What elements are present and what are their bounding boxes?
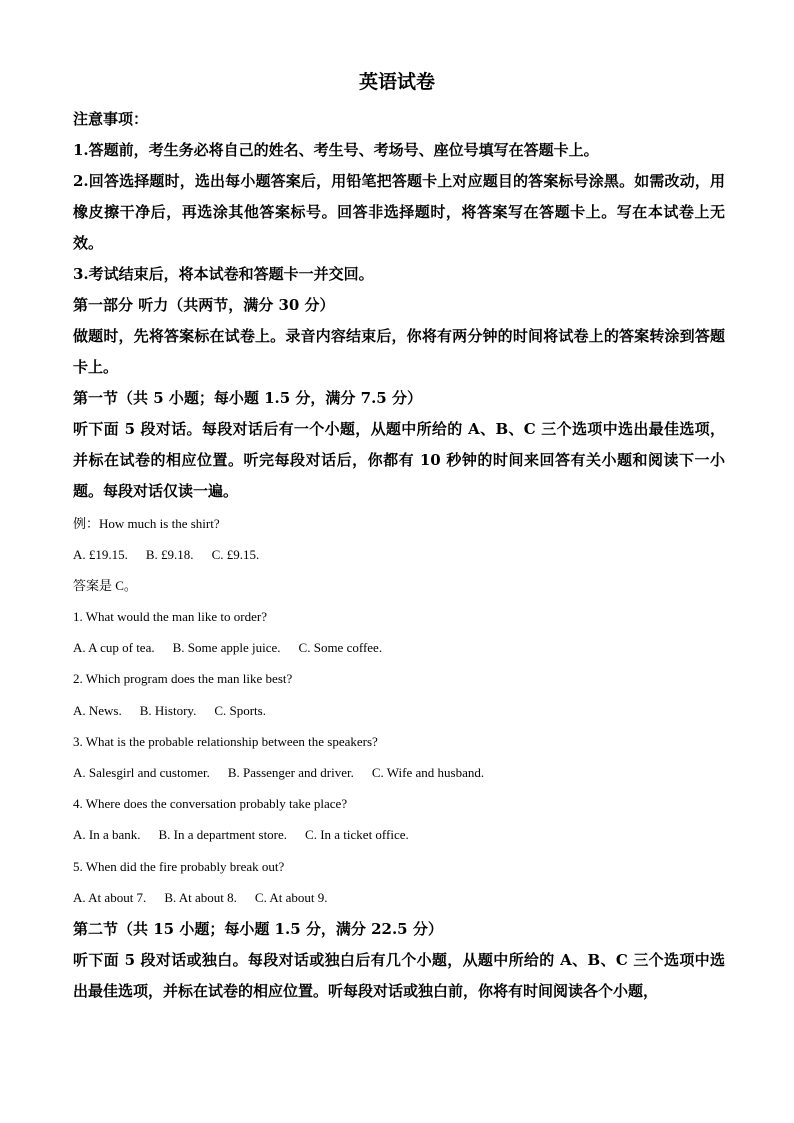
option-b: B. History. [139, 703, 197, 718]
notice-item-2: 2.回答选择题时，选出每小题答案后，用铅笔把答题卡上对应题目的答案标号涂黑。如需改动，用橡皮擦干净后，再选涂其他答案标号。回答非选择题时，将答案写在答题卡上。写在本试卷上无效。 [73, 172, 725, 252]
option-c: C. At about 9. [254, 890, 328, 905]
question-2: 2. Which program does the man like best? [73, 671, 293, 686]
example-options [73, 545, 725, 565]
page-title: 英语试卷 [358, 71, 435, 93]
part1-heading: 第一部分 听力（共两节，满分 30 分） [73, 296, 335, 314]
option-b: B. Some apple juice. [172, 640, 281, 655]
option-b: B. Passenger and driver. [227, 765, 354, 780]
option-c: C. Wife and husband. [371, 765, 485, 780]
notice-item-3: 3.考试结束后，将本试卷和答题卡一并交回。 [73, 265, 374, 283]
question-4: 4. Where does the conversation probably take place? [73, 796, 348, 811]
option-c: C. Some coffee. [298, 640, 383, 655]
section1-instruction: 听下面 5 段对话。每段对话后有一个小题，从题中所给的 A、B、C 三个选项中选出最佳选项，并标在试卷的相应位置。听完每段对话后，你都有 10 秒钟的时间来回答有关小题和阅读下一小题。每段对话仅读一遍。 [73, 420, 725, 500]
section1-heading: 第一节（共 5 小题；每小题 1.5 分，满分 7.5 分） [73, 389, 422, 407]
option-a: A. £19.15. [73, 547, 128, 562]
example-question: 例：How much is the shirt? [73, 516, 220, 531]
question-4-options [73, 825, 725, 845]
option-c: C. £9.15. [211, 547, 260, 562]
option-c: C. Sports. [214, 703, 266, 718]
option-b: B. In a department store. [158, 827, 288, 842]
question-2-options [73, 701, 725, 721]
notice-item-1: 1.答题前，考生务必将自己的姓名、考生号、考场号、座位号填写在答题卡上。 [73, 141, 599, 159]
question-3-options [73, 763, 725, 783]
option-b: B. At about 8. [164, 890, 237, 905]
option-b: B. £9.18. [145, 547, 194, 562]
option-a: A. A cup of tea. [73, 640, 155, 655]
question-1: 1. What would the man like to order? [73, 609, 267, 624]
example-answer: 答案是 C。 [73, 578, 137, 593]
option-a: A. At about 7. [73, 890, 147, 905]
option-a: A. In a bank. [73, 827, 141, 842]
question-5: 5. When did the fire probably break out? [73, 859, 285, 874]
section2-heading: 第二节（共 15 小题；每小题 1.5 分，满分 22.5 分） [73, 920, 443, 938]
section2-instruction: 听下面 5 段对话或独白。每段对话或独白后有几个小题，从题中所给的 A、B、C 三个选项中选出最佳选项，并标在试卷的相应位置。听每段对话或独白前，你将有时间阅读各个小题， [73, 951, 725, 1000]
question-1-options [73, 638, 725, 658]
question-5-options [73, 888, 725, 908]
option-c: C. In a ticket office. [305, 827, 409, 842]
part1-instruction: 做题时，先将答案标在试卷上。录音内容结束后，你将有两分钟的时间将试卷上的答案转涂到答题卡上。 [73, 327, 725, 376]
notice-heading: 注意事项： [73, 110, 149, 128]
question-3: 3. What is the probable relationship between the speakers? [73, 734, 378, 749]
option-a: A. Salesgirl and customer. [73, 765, 210, 780]
option-a: A. News. [73, 703, 122, 718]
